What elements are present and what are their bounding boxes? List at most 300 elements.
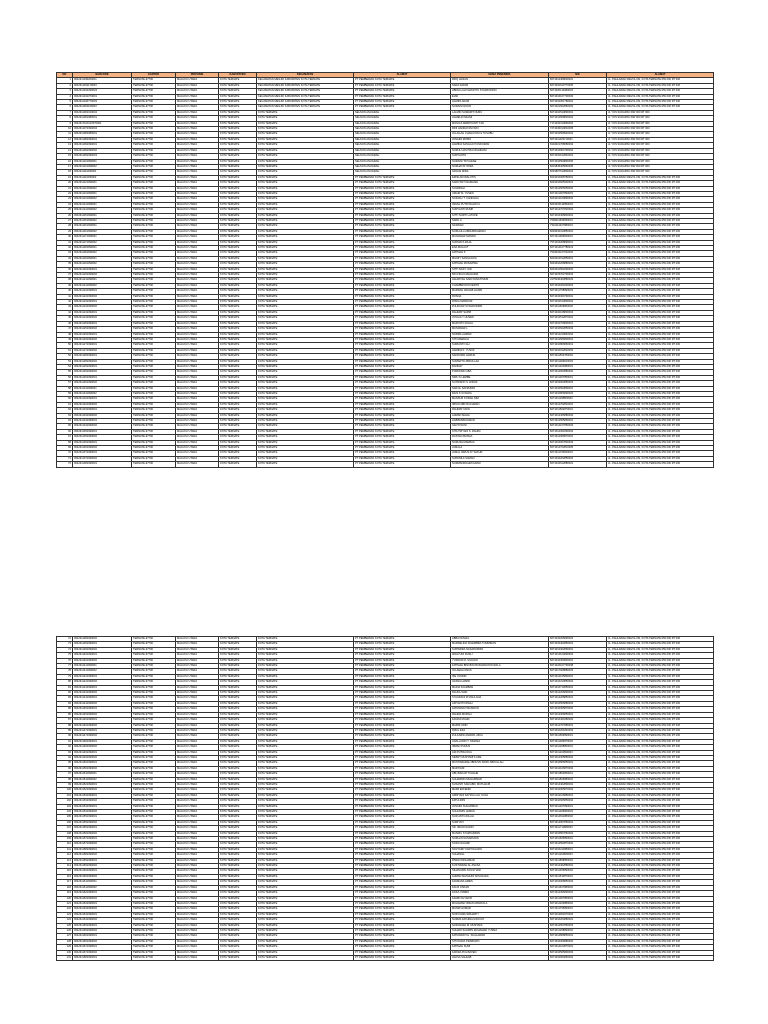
table-cell: TERNATE-97700 bbox=[132, 148, 176, 153]
table-cell: PT PEMBERIAN KOTA TERNATE bbox=[354, 310, 451, 315]
table-cell: KOTA TERNATE bbox=[257, 224, 354, 229]
table-cell: TERNATE-97700 bbox=[132, 429, 176, 434]
table-cell: KOTA TERNATE bbox=[257, 858, 354, 863]
table-cell: KOTA TERNATE bbox=[219, 278, 257, 283]
table-cell: TERNATE-97700 bbox=[132, 718, 176, 723]
table-cell: JL. PAHLAWAN REVOLUSI, KOTA TERNATE RW 000 RT 000 bbox=[607, 419, 714, 424]
table-cell: RIWAN MOHAMAD bbox=[451, 858, 549, 863]
table-cell: 8271010102840001 bbox=[549, 154, 607, 159]
table-cell: TERNATE-97700 bbox=[132, 669, 176, 674]
table-cell: TERNATE-97700 bbox=[132, 896, 176, 901]
table-cell: KOTA TERNATE bbox=[257, 251, 354, 256]
table-cell: JL. PAHLAWAN REVOLUSI, KOTA TERNATE RW 000 RT 000 bbox=[607, 858, 714, 863]
table-cell: PT PEMBERIAN KOTA TERNATE bbox=[354, 734, 451, 739]
table-cell: KOTA TERNATE bbox=[257, 777, 354, 782]
table-cell: PT PEMBERIAN KOTA TERNATE bbox=[354, 424, 451, 429]
table-cell: SURYANTI RUMP bbox=[451, 208, 549, 213]
table-cell: MALUKU UTARA bbox=[176, 197, 219, 202]
table-cell: RINI HANDAYANI WAY bbox=[451, 127, 549, 132]
table-cell: PT PEMBERIAN KOTA TERNATE bbox=[354, 240, 451, 245]
table-cell: TERNATE-97700 bbox=[132, 739, 176, 744]
table-cell: KOTA TERNATE bbox=[257, 300, 354, 305]
table-cell: ANALLUDIN T. NIDAMA bbox=[451, 739, 549, 744]
table-cell: TERNATE-97700 bbox=[132, 831, 176, 836]
table-cell: 8271011009810003 bbox=[549, 359, 607, 364]
table-cell: 8271016005870003 bbox=[549, 788, 607, 793]
table-cell: SURIANTO ALI bbox=[451, 343, 549, 348]
table-cell: SUSANTI SAM ABD. MUTHALIB bbox=[451, 782, 549, 787]
table-cell: RANDAY bbox=[451, 364, 549, 369]
column-header: ALAMAT bbox=[607, 73, 714, 78]
table-cell: KOTA TERNATE bbox=[257, 191, 354, 196]
table-cell: 0042311091090003 bbox=[73, 154, 132, 159]
table-cell: 42 bbox=[57, 300, 73, 305]
table-cell: 63 bbox=[57, 413, 73, 418]
table-cell: KOTA TERNATE bbox=[219, 766, 257, 771]
table-cell: KOTA TERNATE bbox=[219, 413, 257, 418]
table-cell: MALUKU UTARA bbox=[176, 105, 219, 110]
table-cell: PT PEMBERIAN KOTA TERNATE bbox=[354, 300, 451, 305]
table-cell: 36 bbox=[57, 267, 73, 272]
table-cell: KOTA TERNATE bbox=[257, 928, 354, 933]
table-cell: PT PEMBERIAN KOTA TERNATE bbox=[354, 945, 451, 950]
table-cell: 99 bbox=[57, 782, 73, 787]
table-cell: MALUKU UTARA bbox=[176, 647, 219, 652]
table-cell: CHAMBRUDIN KERTO bbox=[451, 283, 549, 288]
table-cell: KOTA TERNATE bbox=[219, 815, 257, 820]
table-cell: MALUKU UTARA bbox=[176, 745, 219, 750]
table-cell: 7 bbox=[57, 110, 73, 115]
table-cell: KOTA TERNATE bbox=[219, 782, 257, 787]
table-cell: 7271046010810005 bbox=[549, 127, 607, 132]
table-cell: HAMIDA K. YUSUF bbox=[451, 348, 549, 353]
table-cell: SUKMAYA RAJA bbox=[451, 240, 549, 245]
table-cell: PURNOMO ABA bbox=[451, 370, 549, 375]
table-cell: JL. PAHLAWAN REVOLUSI, KOTA TERNATE RW 000 RT 000 bbox=[607, 810, 714, 815]
table-cell: MALUKU UTARA bbox=[176, 343, 219, 348]
table-cell: SAFRUDIN HARUN bbox=[451, 354, 549, 359]
table-cell: 92 bbox=[57, 745, 73, 750]
table-cell: JL. PAHLAWAN REVOLUSI, KOTA TERNATE RW 000 RT 000 bbox=[607, 766, 714, 771]
table-cell: FAIKA YAMBO bbox=[451, 891, 549, 896]
table-cell: 88 bbox=[57, 723, 73, 728]
table-cell: KOTA TERNATE bbox=[219, 213, 257, 218]
table-cell: IKE YASDIN bbox=[451, 674, 549, 679]
table-cell: 8271010201840003 bbox=[549, 728, 607, 733]
table-cell: KOTA TERNATE bbox=[257, 424, 354, 429]
table-cell: PT PEMBERIAN KOTA TERNATE bbox=[354, 766, 451, 771]
table-cell: KOTA TERNATE bbox=[219, 251, 257, 256]
table-cell: KOTA TERNATE bbox=[257, 647, 354, 652]
table-cell: TERNATE-97700 bbox=[132, 267, 176, 272]
table-cell: KOTA TERNATE bbox=[257, 364, 354, 369]
table-cell: 3175046403880003 bbox=[549, 278, 607, 283]
table-cell: 47 bbox=[57, 327, 73, 332]
table-cell: 8201012501890002 bbox=[549, 267, 607, 272]
table-cell: TERNATE-97700 bbox=[132, 354, 176, 359]
table-cell: KOTA TERNATE bbox=[257, 294, 354, 299]
table-cell: RAIS S SYAHDA bbox=[451, 391, 549, 396]
table-cell: JL. PAHLAWAN REVOLUSI, KOTA TERNATE RW 000 RT 000 bbox=[607, 251, 714, 256]
table-cell: MALUKU UTARA bbox=[176, 658, 219, 663]
table-cell: 7310112407880001 bbox=[549, 224, 607, 229]
table-cell: JL. PAHLAWAN REVOLUSI, KOTA TERNATE RW 000 RT 000 bbox=[607, 370, 714, 375]
table-cell: 0042311411090002 bbox=[73, 669, 132, 674]
table-cell: 0042311321090002 bbox=[73, 402, 132, 407]
column-header: NIK bbox=[549, 73, 607, 78]
table-cell: KOTA TERNATE bbox=[219, 837, 257, 842]
table-cell: JL. PAHLAWAN REVOLUSI, KOTA TERNATE RW 000 RT 000 bbox=[607, 788, 714, 793]
table-cell: KOTA TERNATE bbox=[219, 772, 257, 777]
table-cell: RAHMA MURAH bbox=[451, 712, 549, 717]
table-cell: 77 bbox=[57, 664, 73, 669]
table-cell: KOTA TERNATE bbox=[219, 864, 257, 869]
table-cell: MALUKU UTARA bbox=[176, 928, 219, 933]
table-cell: TERNATE-97700 bbox=[132, 647, 176, 652]
table-cell: MALUKU UTARA bbox=[176, 386, 219, 391]
table-cell: TERNATE-97700 bbox=[132, 864, 176, 869]
table-cell: 8271014512870001 bbox=[549, 316, 607, 321]
table-cell: JL YOS SUDARSO RW 000 RT 000 bbox=[607, 127, 714, 132]
table-row bbox=[57, 462, 714, 467]
table-cell: MALUKU UTARA bbox=[176, 723, 219, 728]
table-cell: JL. PAHLAWAN REVOLUSI, KOTA TERNATE RW 000 RT 000 bbox=[607, 359, 714, 364]
table-cell: TERNATE-97700 bbox=[132, 939, 176, 944]
table-cell: SURYANTO bbox=[451, 154, 549, 159]
table-cell: TERNATE-97700 bbox=[132, 885, 176, 890]
table-cell: KOTA TERNATE bbox=[219, 191, 257, 196]
table-cell: PT PEMBERIAN KOTA TERNATE bbox=[354, 658, 451, 663]
table-cell: PT PEMBERIAN KOTA TERNATE bbox=[354, 332, 451, 337]
table-cell: TERNATE-97700 bbox=[132, 658, 176, 663]
table-cell: 41 bbox=[57, 294, 73, 299]
table-cell: PT PEMBERIAN KOTA TERNATE bbox=[354, 419, 451, 424]
table-cell: JL YOS SUDARSO RW 000 RT 000 bbox=[607, 143, 714, 148]
table-cell: 0042311171090002 bbox=[73, 240, 132, 245]
table-cell: KOTA TERNATE bbox=[257, 837, 354, 842]
table-cell: KOTA TERNATE bbox=[257, 256, 354, 261]
table-cell: PT PEMBERIAN KOTA TERNATE bbox=[354, 327, 451, 332]
table-cell: MALUKU UTARA bbox=[176, 267, 219, 272]
table-cell: KECAMATAN MESJID KABUPATEN KOTA TERNATE bbox=[257, 89, 354, 94]
table-cell: KOTA TERNATE bbox=[219, 148, 257, 153]
table-cell: KOTA TERNATE bbox=[257, 815, 354, 820]
table-cell: PT PEMBERIAN KOTA TERNATE bbox=[354, 955, 451, 960]
table-cell: AHMAD MAHA bbox=[451, 413, 549, 418]
table-cell: MALUKU UTARA bbox=[176, 766, 219, 771]
table-cell: 72 bbox=[57, 462, 73, 467]
table-cell: 78 bbox=[57, 669, 73, 674]
table-cell: MALUKU UTARA bbox=[176, 777, 219, 782]
table-cell: KOTA TERNATE bbox=[257, 734, 354, 739]
table-cell: 0042311151090001 bbox=[73, 213, 132, 218]
table-cell: MALUKU UTARA bbox=[176, 256, 219, 261]
table-cell: ELMI bbox=[451, 94, 549, 99]
table-cell: KOTA TERNATE bbox=[219, 316, 257, 321]
table-cell: 0042311271090001 bbox=[73, 343, 132, 348]
table-cell: NELSON ANUGRAH bbox=[354, 127, 451, 132]
table-cell: 8271016008850003 bbox=[549, 880, 607, 885]
table-cell: KOTA TERNATE bbox=[219, 642, 257, 647]
table-cell: PT PEMBERIAN KOTA TERNATE bbox=[354, 653, 451, 658]
table-cell: MALUKU UTARA bbox=[176, 132, 219, 137]
table-cell: KOTA TERNATE bbox=[257, 669, 354, 674]
table-cell: 0042311571090001 bbox=[73, 837, 132, 842]
table-cell: MALUKU UTARA bbox=[176, 750, 219, 755]
table-cell: 0042311451090001 bbox=[73, 707, 132, 712]
table-cell: 8271016211880001 bbox=[549, 847, 607, 852]
table-cell: 8271016403850001 bbox=[549, 642, 607, 647]
table-cell: TERNATE-97700 bbox=[132, 891, 176, 896]
table-cell: 13 bbox=[57, 143, 73, 148]
table-cell: MALUKU UTARA bbox=[176, 310, 219, 315]
table-cell: MALUKU UTARA bbox=[176, 837, 219, 842]
table-cell: KOTA TERNATE bbox=[257, 181, 354, 186]
table-cell: 0042311391090001 bbox=[73, 642, 132, 647]
table-cell: MALUKU UTARA bbox=[176, 359, 219, 364]
table-cell: 28 bbox=[57, 224, 73, 229]
table-cell: PT PEMBERIAN KOTA TERNATE bbox=[354, 896, 451, 901]
table-cell: TERNATE-97700 bbox=[132, 810, 176, 815]
table-cell: PT PEMBERIAN KOTA TERNATE bbox=[354, 934, 451, 939]
table-cell: 0042311571090002 bbox=[73, 842, 132, 847]
table-cell: 8271014305880002 bbox=[549, 755, 607, 760]
table-cell: 71 bbox=[57, 456, 73, 461]
table-cell: KOTA TERNATE bbox=[257, 880, 354, 885]
table-cell: 0042311491090002 bbox=[73, 755, 132, 760]
table-cell: MALUKU UTARA bbox=[176, 907, 219, 912]
table-cell: KOTA TERNATE bbox=[219, 820, 257, 825]
table-cell: PT PEMBERIAN KOTA TERNATE bbox=[354, 229, 451, 234]
table-cell: 8271011104890003 bbox=[549, 750, 607, 755]
table-cell: 68 bbox=[57, 440, 73, 445]
table-cell: JL. PAHLAWAN REVOLUSI, KOTA TERNATE RW 000 RT 000 bbox=[607, 950, 714, 955]
table-cell: KOTA TERNATE bbox=[257, 137, 354, 142]
table-cell: TERNATE-97700 bbox=[132, 728, 176, 733]
table-cell: JL. PAHLAWAN REVOLUSI, KOTA TERNATE RW 000 RT 000 bbox=[607, 891, 714, 896]
table-cell: JL. PAHLAWAN REVOLUSI, KOTA TERNATE RW 000 RT 000 bbox=[607, 208, 714, 213]
table-cell: 0042311341090002 bbox=[73, 424, 132, 429]
table-cell: 29 bbox=[57, 229, 73, 234]
table-cell: 30 bbox=[57, 235, 73, 240]
table-cell: TERNATE-97700 bbox=[132, 637, 176, 642]
table-cell: TERNATE-97700 bbox=[132, 674, 176, 679]
table-cell: 15 bbox=[57, 154, 73, 159]
table-cell: KOTA TERNATE bbox=[257, 354, 354, 359]
table-cell: TERNATE-97700 bbox=[132, 186, 176, 191]
table-cell: KOTA TERNATE bbox=[257, 869, 354, 874]
table-cell: JL YOS SUDARSO RW 000 RT 000 bbox=[607, 154, 714, 159]
table-cell: 0042311031290003 bbox=[73, 89, 132, 94]
table-cell: KOTA TERNATE bbox=[257, 831, 354, 836]
table-cell: PT PEMBERIAN KOTA TERNATE bbox=[354, 815, 451, 820]
table-cell: NELSON ANUGRAH bbox=[354, 137, 451, 142]
table-cell: 8271016007830003 bbox=[549, 440, 607, 445]
table-cell: TERNATE-97700 bbox=[132, 294, 176, 299]
table-cell: ABDULLAH FAMUNTO SYAFRUDDIN bbox=[451, 89, 549, 94]
table-cell: 91 bbox=[57, 739, 73, 744]
table-cell: 8271014507860003 bbox=[549, 923, 607, 928]
table-cell: MALUKU UTARA bbox=[176, 669, 219, 674]
table-cell: FAUZIA MUHD bbox=[451, 718, 549, 723]
table-cell: 0042311281090002 bbox=[73, 359, 132, 364]
table-cell: 0042311601090002 bbox=[73, 874, 132, 879]
table-cell: 0042311531090001 bbox=[73, 793, 132, 798]
table-cell: 8271016506880003 bbox=[549, 701, 607, 706]
table-cell: 0042311071090004 bbox=[73, 127, 132, 132]
table-cell: KOTA TERNATE bbox=[257, 348, 354, 353]
table-cell: PT PEMBERIAN KOTA TERNATE bbox=[354, 83, 451, 88]
table-cell: JL. PAHLAWAN REVOLUSI, KOTA TERNATE RW 000 RT 000 bbox=[607, 408, 714, 413]
table-cell: KOTA TERNATE bbox=[219, 327, 257, 332]
table-cell: JL. PAHLAWAN REVOLUSI, KOTA TERNATE RW 000 RT 000 bbox=[607, 658, 714, 663]
table-cell: KOTA TERNATE bbox=[219, 755, 257, 760]
table-cell: 112 bbox=[57, 853, 73, 858]
table-cell: KOTA TERNATE bbox=[219, 364, 257, 369]
table-cell: 8271014503870002 bbox=[549, 842, 607, 847]
table-cell: 8271014206890002 bbox=[549, 691, 607, 696]
table-cell: NELSON ANUGRAH bbox=[354, 121, 451, 126]
table-cell: NORMA AHMAD bbox=[451, 332, 549, 337]
table-cell: ZULFIKAR SYAHRUDDIN bbox=[451, 305, 549, 310]
table-cell: TERNATE-97700 bbox=[132, 94, 176, 99]
table-cell: JL. PAHLAWAN REVOLUSI, KOTA TERNATE RW 000 RT 000 bbox=[607, 337, 714, 342]
column-header: BARCODE bbox=[73, 73, 132, 78]
table-cell: 0042311181090002 bbox=[73, 251, 132, 256]
table-cell: SIMINT MUSTAMI'S ADE bbox=[451, 755, 549, 760]
table-cell: MALUKU UTARA bbox=[176, 820, 219, 825]
table-cell: MALUKU UTARA bbox=[176, 653, 219, 658]
table-cell: KOTA TERNATE bbox=[219, 718, 257, 723]
table-cell: 0042311040770003 bbox=[73, 100, 132, 105]
table-cell: MALUKU UTARA bbox=[176, 424, 219, 429]
table-cell: TERNATE-97700 bbox=[132, 181, 176, 186]
table-cell: 8271014306850001 bbox=[549, 712, 607, 717]
table-cell: TERNATE-97700 bbox=[132, 256, 176, 261]
table-cell: TERNATE-97700 bbox=[132, 653, 176, 658]
table-cell: 8271011605890001 bbox=[549, 837, 607, 842]
table-cell: JL. PAHLAWAN REVOLUSI, KOTA TERNATE RW 000 RT 000 bbox=[607, 256, 714, 261]
table-cell: 8271011307890001 bbox=[549, 804, 607, 809]
table-cell: KOTA TERNATE bbox=[257, 745, 354, 750]
table-cell: TERNATE-97700 bbox=[132, 799, 176, 804]
table-cell: 53 bbox=[57, 359, 73, 364]
table-cell: 0042311061080001 bbox=[73, 116, 132, 121]
table-cell: 8271011506890001 bbox=[549, 734, 607, 739]
table-cell: KOTA TERNATE bbox=[219, 121, 257, 126]
table-cell: 8271011307850001 bbox=[549, 375, 607, 380]
table-cell: KOTA TERNATE bbox=[219, 446, 257, 451]
table-cell: KOTA TERNATE bbox=[257, 691, 354, 696]
table-cell: 124 bbox=[57, 918, 73, 923]
table-cell: 127 bbox=[57, 934, 73, 939]
table-cell: NELSON ANUGRAH bbox=[354, 132, 451, 137]
table-cell: 8271016202850002 bbox=[549, 456, 607, 461]
table-cell: MILMIY SANGAJAYA bbox=[451, 256, 549, 261]
table-cell: 12 bbox=[57, 137, 73, 142]
table-cell: PT PEMBERIAN KOTA TERNATE bbox=[354, 826, 451, 831]
table-cell: 0042311491090001 bbox=[73, 750, 132, 755]
table-cell: KOTA TERNATE bbox=[257, 718, 354, 723]
table-cell: 8271016503890001 bbox=[549, 386, 607, 391]
table-cell: MALUKU UTARA bbox=[176, 337, 219, 342]
table-body-1 bbox=[57, 78, 714, 467]
table-cell: 79 bbox=[57, 674, 73, 679]
table-cell: 16 bbox=[57, 159, 73, 164]
table-cell: JL. PAHLAWAN REVOLUSI, KOTA TERNATE RW 000 RT 000 bbox=[607, 880, 714, 885]
table-cell: MALUKU UTARA bbox=[176, 804, 219, 809]
table-cell: TERNATE-97700 bbox=[132, 110, 176, 115]
table-cell: PT PEMBERIAN KOTA TERNATE bbox=[354, 637, 451, 642]
table-cell: MALUKU UTARA bbox=[176, 332, 219, 337]
table-cell: 61 bbox=[57, 402, 73, 407]
table-cell: KOTA TERNATE bbox=[219, 408, 257, 413]
table-cell: TERNATE-97700 bbox=[132, 229, 176, 234]
table-cell: 72 bbox=[57, 637, 73, 642]
table-cell: 0042311291090001 bbox=[73, 364, 132, 369]
table-cell: 8201807510890004 bbox=[549, 170, 607, 175]
table-cell: 0042311541090001 bbox=[73, 804, 132, 809]
table-cell: KOTA TERNATE bbox=[219, 712, 257, 717]
table-cell: ADI PUTRA DUA bbox=[451, 750, 549, 755]
table-cell: 118 bbox=[57, 885, 73, 890]
table-cell: TERNATE-97700 bbox=[132, 235, 176, 240]
table-cell: KOTA TERNATE bbox=[257, 202, 354, 207]
table-cell: 0042311381090002 bbox=[73, 637, 132, 642]
table-cell: 8271014102870001 bbox=[549, 945, 607, 950]
table-cell: TERNATE-97700 bbox=[132, 343, 176, 348]
table-cell: TERNATE-97700 bbox=[132, 837, 176, 842]
table-cell: FATULIDIN bbox=[451, 799, 549, 804]
table-cell: HAMIDI ADAM bbox=[451, 100, 549, 105]
table-cell: JULAILAH CHAHAYANI & TUSUBU bbox=[451, 132, 549, 137]
table-cell: JL. PAHLAWAN REVOLUSI, KOTA TERNATE RW 000 RT 000 bbox=[607, 901, 714, 906]
table-cell: KOTA TERNATE bbox=[219, 696, 257, 701]
table-cell: KOTA TERNATE bbox=[219, 105, 257, 110]
table-cell: KOTA TERNATE bbox=[219, 896, 257, 901]
table-cell: JL. PAHLAWAN REVOLUSI, KOTA TERNATE RW 000 RT 000 bbox=[607, 456, 714, 461]
table-cell: 54 bbox=[57, 364, 73, 369]
table-cell: TERNATE-97700 bbox=[132, 413, 176, 418]
table-cell: MALUKU UTARA bbox=[176, 847, 219, 852]
table-cell: KOTA TERNATE bbox=[257, 793, 354, 798]
table-cell: PT PEMBERIAN KOTA TERNATE bbox=[354, 100, 451, 105]
table-cell: 96 bbox=[57, 766, 73, 771]
table-cell: TERNATE-97700 bbox=[132, 750, 176, 755]
table-cell: PT PEMBERIAN KOTA TERNATE bbox=[354, 712, 451, 717]
table-cell: TERNATE-97700 bbox=[132, 170, 176, 175]
table-cell: 8271010709800001 bbox=[549, 321, 607, 326]
table-cell: SUHANGL bbox=[451, 853, 549, 858]
table-cell: 8271014107850004 bbox=[549, 424, 607, 429]
table-cell: RAUFA SAID bbox=[451, 691, 549, 696]
table-cell: 8271016303830001 bbox=[549, 658, 607, 663]
table-cell: TERNATE-97700 bbox=[132, 375, 176, 380]
table-cell: 8271016310850002 bbox=[549, 680, 607, 685]
table-cell: MALUKU UTARA bbox=[176, 294, 219, 299]
table-cell: TERNATE-97700 bbox=[132, 310, 176, 315]
table-cell: NUR ANTOJOLAH bbox=[451, 815, 549, 820]
table-cell: KOTA TERNATE bbox=[219, 170, 257, 175]
table-cell: KOTA TERNATE bbox=[219, 788, 257, 793]
table-cell: MALUKU UTARA bbox=[176, 874, 219, 879]
table-cell: NURLAN NASARUDIN bbox=[451, 837, 549, 842]
table-cell: MALUKU UTARA bbox=[176, 707, 219, 712]
table-cell: MONICA FEBRIYANTI TJIA bbox=[451, 121, 549, 126]
table-cell: TERNATE-97700 bbox=[132, 766, 176, 771]
table-cell: TERNATE-97700 bbox=[132, 874, 176, 879]
table-cell: KOTA TERNATE bbox=[219, 175, 257, 180]
